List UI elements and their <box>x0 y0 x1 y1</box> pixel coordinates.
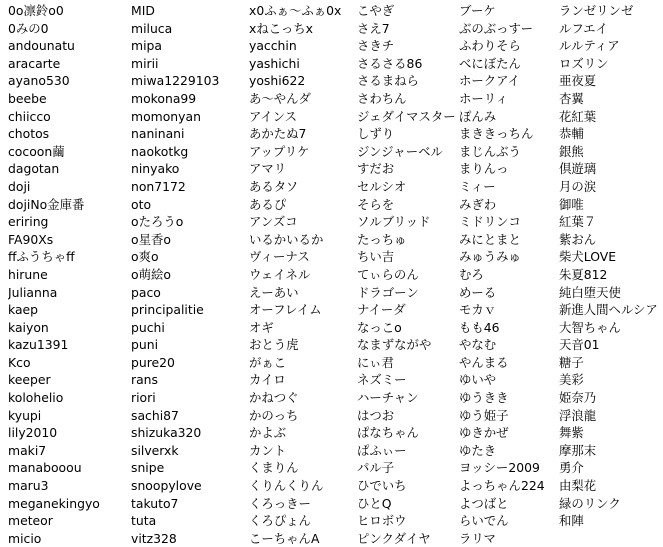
name-entry: ぶのぶっすー <box>459 20 533 36</box>
name-entry: kolohelio <box>8 390 64 406</box>
name-entry: ホークアイ <box>459 73 520 89</box>
name-entry: アンズコ <box>249 214 298 230</box>
name-entry: くまりん <box>249 460 299 476</box>
name-entry: puni <box>131 337 159 353</box>
name-entry: みにとまと <box>459 231 521 247</box>
name-entry: 0o凛鈴o0 <box>8 3 64 18</box>
name-entry: にぃ君 <box>357 354 394 370</box>
name-entry: mokona99 <box>131 90 197 106</box>
name-entry: miwa1229103 <box>131 73 220 89</box>
name-entry: 銀熊 <box>559 143 584 159</box>
name-column-2 <box>131 2 249 547</box>
name-entry: あるぴ <box>249 196 287 212</box>
name-entry: 勇介 <box>559 460 584 476</box>
name-entry: FA90Xs <box>8 231 54 247</box>
name-entry: kazu1391 <box>8 337 69 353</box>
name-entry: beebe <box>8 90 47 106</box>
name-entry: ゆきかぜ <box>459 425 509 441</box>
name-entry: ぱなちゃん <box>357 425 419 441</box>
name-entry: pure20 <box>131 354 175 370</box>
name-entry: べにぼたん <box>459 55 521 71</box>
name-entry: まりんっ <box>459 161 509 177</box>
name-entry: やんまる <box>459 354 509 370</box>
name-entry: andounatu <box>8 38 75 54</box>
name-entry: maki7 <box>8 442 47 458</box>
name-entry: o星香o <box>131 231 171 247</box>
name-entry: naninani <box>131 126 185 142</box>
name-entry: chotos <box>8 126 50 142</box>
name-entry: アップリケ <box>249 143 310 159</box>
name-entry: 姫奈乃 <box>559 390 597 406</box>
name-entry: ちい吉 <box>357 249 395 265</box>
name-entry: こーちゃんA <box>249 530 320 546</box>
name-entry: yacchin <box>249 38 297 54</box>
name-entry: ウェイネル <box>249 266 311 282</box>
name-entry: ランゼリンゼ <box>559 3 634 18</box>
name-entry: kaep <box>8 302 39 318</box>
name-entry: mirii <box>131 55 159 71</box>
name-entry: ピンクダイヤ <box>357 530 431 546</box>
name-entry: はつお <box>357 407 395 423</box>
name-entry: らいでん <box>459 513 509 529</box>
name-entry: kaiyon <box>8 319 49 335</box>
name-entry: よつばと <box>459 495 509 511</box>
name-entry: めーる <box>459 284 497 300</box>
name-entry: さるまねら <box>357 73 419 89</box>
name-column-5 <box>459 2 559 547</box>
name-entry: x0ふぁ～ふぁ0x <box>249 3 342 18</box>
name-entry: cocoon繭 <box>8 143 65 159</box>
name-entry: takuto7 <box>131 495 179 511</box>
name-entry: o萌絵o <box>131 266 171 282</box>
name-entry: sachi87 <box>131 407 179 423</box>
name-entry: 純白堕天使 <box>559 284 621 300</box>
name-entry: 大智ちゃん <box>559 319 621 335</box>
name-entry: principalitie <box>131 302 204 318</box>
name-entry: 紫おん <box>559 231 597 247</box>
name-entry: vitz328 <box>131 530 177 546</box>
name-entry: ソルブリッド <box>357 214 431 230</box>
name-entry: ヒロボウ <box>357 513 407 529</box>
name-entry: ジェダイマスター <box>357 108 456 124</box>
name-entry: 亜夜夏 <box>559 73 597 89</box>
name-entry: dagotan <box>8 161 60 177</box>
name-entry: みぎわ <box>459 196 497 212</box>
name-entry: miluca <box>131 20 173 36</box>
name-entry: さわちん <box>357 90 407 106</box>
name-entry: ひとQ <box>357 495 392 511</box>
name-entry: oたろうo <box>131 214 184 230</box>
name-entry: みゅうみゅ <box>459 249 521 265</box>
name-entry: ネズミー <box>357 372 407 388</box>
name-entry: くろっきー <box>249 495 311 511</box>
name-entry: 和陣 <box>559 513 584 529</box>
name-entry: がぁこ <box>249 354 287 370</box>
name-entry: 浮浪龍 <box>559 407 597 423</box>
name-entry: 0みの0 <box>8 20 49 36</box>
name-entry: 御唯 <box>559 196 584 212</box>
name-entry: おとう虎 <box>249 337 299 353</box>
name-entry: 緑のリンク <box>559 495 621 511</box>
name-entry: ナイーダ <box>357 302 406 318</box>
name-entry: oto <box>131 196 152 212</box>
name-column-3 <box>249 2 357 547</box>
name-entry: chiicco <box>8 108 51 124</box>
name-entry: mipa <box>131 38 162 54</box>
name-entry: ぱふぃー <box>357 442 407 458</box>
name-entry: ninyako <box>131 161 180 177</box>
name-entry: ドラゴーン <box>357 284 419 300</box>
name-entry: yoshi622 <box>249 73 306 89</box>
name-entry: 摩那末 <box>559 442 597 458</box>
name-entry: くろぴょん <box>249 513 311 529</box>
name-entry: カイロ <box>249 372 286 388</box>
name-entry: rans <box>131 372 158 388</box>
name-entry: doji <box>8 178 31 194</box>
name-entry: ルフエイ <box>559 20 608 36</box>
name-entry: 由梨花 <box>559 478 597 494</box>
name-entry: 恭輔 <box>559 126 584 142</box>
name-entry: 紅葉７ <box>559 214 597 230</box>
name-entry: モカｖ <box>459 302 497 318</box>
name-entry: ヨッシー2009 <box>459 460 540 476</box>
name-entry: silverxk <box>131 442 179 458</box>
name-entry: riori <box>131 390 156 406</box>
name-entry: lily2010 <box>8 425 58 441</box>
name-entry: Julianna <box>8 284 58 300</box>
name-entry: meteor <box>8 513 53 529</box>
name-entry: eriring <box>8 214 49 230</box>
name-entry: micio <box>8 530 42 546</box>
name-entry: まじんぶう <box>459 143 521 159</box>
name-entry: てぃらのん <box>357 266 419 282</box>
name-entry: オーフレイム <box>249 302 322 318</box>
name-entry: o爽o <box>131 249 159 265</box>
name-entry: tuta <box>131 513 157 529</box>
name-entry: やなむ <box>459 337 497 353</box>
name-entry: すだお <box>357 161 395 177</box>
name-entry: なまずながや <box>357 337 432 353</box>
name-entry: ミィー <box>459 178 496 194</box>
name-entry: kyupi <box>8 407 42 423</box>
name-entry: むろ <box>459 266 484 282</box>
name-entry: まききっちん <box>459 126 534 142</box>
name-entry: そらを <box>357 196 395 212</box>
name-entry: こやぎ <box>357 3 395 18</box>
name-entry: いるかいるか <box>249 231 324 247</box>
name-entry: かねつぐ <box>249 390 299 406</box>
name-entry: くりんくりん <box>249 478 324 494</box>
name-entry: maru3 <box>8 478 49 494</box>
name-entry: なっこo <box>357 319 402 335</box>
name-entry: セルシオ <box>357 178 407 194</box>
name-entry: カント <box>249 442 287 458</box>
name-entry: もも46 <box>459 319 500 335</box>
name-entry: よっちゃん224 <box>459 478 545 494</box>
name-entry: 柴犬LOVE <box>559 249 617 265</box>
name-entry: shizuka320 <box>131 425 202 441</box>
name-entry: ミドリンコ <box>459 214 521 230</box>
name-entry: あかたぬ7 <box>249 126 307 142</box>
name-entry: かよぶ <box>249 425 287 441</box>
name-column-6 <box>559 2 663 530</box>
name-entry: ルルティア <box>559 38 620 54</box>
name-entry: ロズリン <box>559 55 609 71</box>
name-entry: しずり <box>357 126 395 142</box>
name-entry: さきチ <box>357 38 395 54</box>
name-entry: snipe <box>131 460 165 476</box>
name-entry: あるタソ <box>249 178 299 194</box>
name-entry: ゆいや <box>459 372 497 388</box>
name-entry: ayano530 <box>8 73 70 89</box>
name-entry: ゆたき <box>459 442 497 458</box>
name-entry: xねこっちx <box>249 20 313 36</box>
name-entry: yashichi <box>249 55 300 71</box>
name-entry: aracarte <box>8 55 61 71</box>
name-entry: 朱夏812 <box>559 266 608 282</box>
name-entry: えーあい <box>249 284 299 300</box>
name-entry: パル子 <box>357 460 395 476</box>
name-entry: naokotkg <box>131 143 189 159</box>
name-entry: ラリマ <box>459 530 496 546</box>
name-entry: dojiNo金庫番 <box>8 196 85 212</box>
name-entry: 舞紫 <box>559 425 584 441</box>
name-entry: ヴィーナス <box>249 249 310 265</box>
name-entry: アインス <box>249 108 298 124</box>
name-entry: 杏翼 <box>559 90 584 106</box>
name-entry: 天音01 <box>559 337 600 353</box>
name-entry: 花紅葉 <box>559 108 597 124</box>
name-entry: 新進人間ヘルシア <box>559 302 658 318</box>
name-entry: keeper <box>8 372 51 388</box>
name-entry: かのっち <box>249 407 299 423</box>
name-entry: 月の涙 <box>559 178 597 194</box>
name-entry: Kco <box>8 354 31 370</box>
name-entry: puchi <box>131 319 165 335</box>
name-entry: 美彩 <box>559 372 584 388</box>
name-entry: さえ7 <box>357 20 390 36</box>
name-entry: ひでいち <box>357 478 407 494</box>
name-entry: non7172 <box>131 178 186 194</box>
name-entry: あ～やんダ <box>249 90 311 106</box>
name-column-4 <box>357 2 459 547</box>
name-entry: ふわりそら <box>459 38 521 54</box>
name-entry: オギ <box>249 319 274 335</box>
name-entry: hirune <box>8 266 48 282</box>
name-entry: manabooou <box>8 460 82 476</box>
name-entry: ジンジャーベル <box>357 143 443 159</box>
name-entry: 糖子 <box>559 354 584 370</box>
name-entry: ぽんみ <box>459 108 497 124</box>
name-entry: paco <box>131 284 161 300</box>
name-entry: ゆう姫子 <box>459 407 509 423</box>
name-entry: さるさる86 <box>357 55 423 71</box>
name-entry: ハーチャン <box>357 390 419 406</box>
name-entry: MID <box>131 3 155 18</box>
name-entry: meganekingyo <box>8 495 100 511</box>
name-entry: ffふうちゃff <box>8 249 75 265</box>
name-entry: momonyan <box>131 108 201 124</box>
name-entry: アマリ <box>249 161 287 177</box>
name-entry: 倶遊璃 <box>559 161 597 177</box>
name-entry: ブーケ <box>459 3 496 18</box>
name-entry: ホーリィ <box>459 90 509 106</box>
name-column-1 <box>8 2 128 547</box>
name-entry: たっちゅ <box>357 231 407 247</box>
name-entry: snoopylove <box>131 478 202 494</box>
name-entry: ゆうきき <box>459 390 509 406</box>
